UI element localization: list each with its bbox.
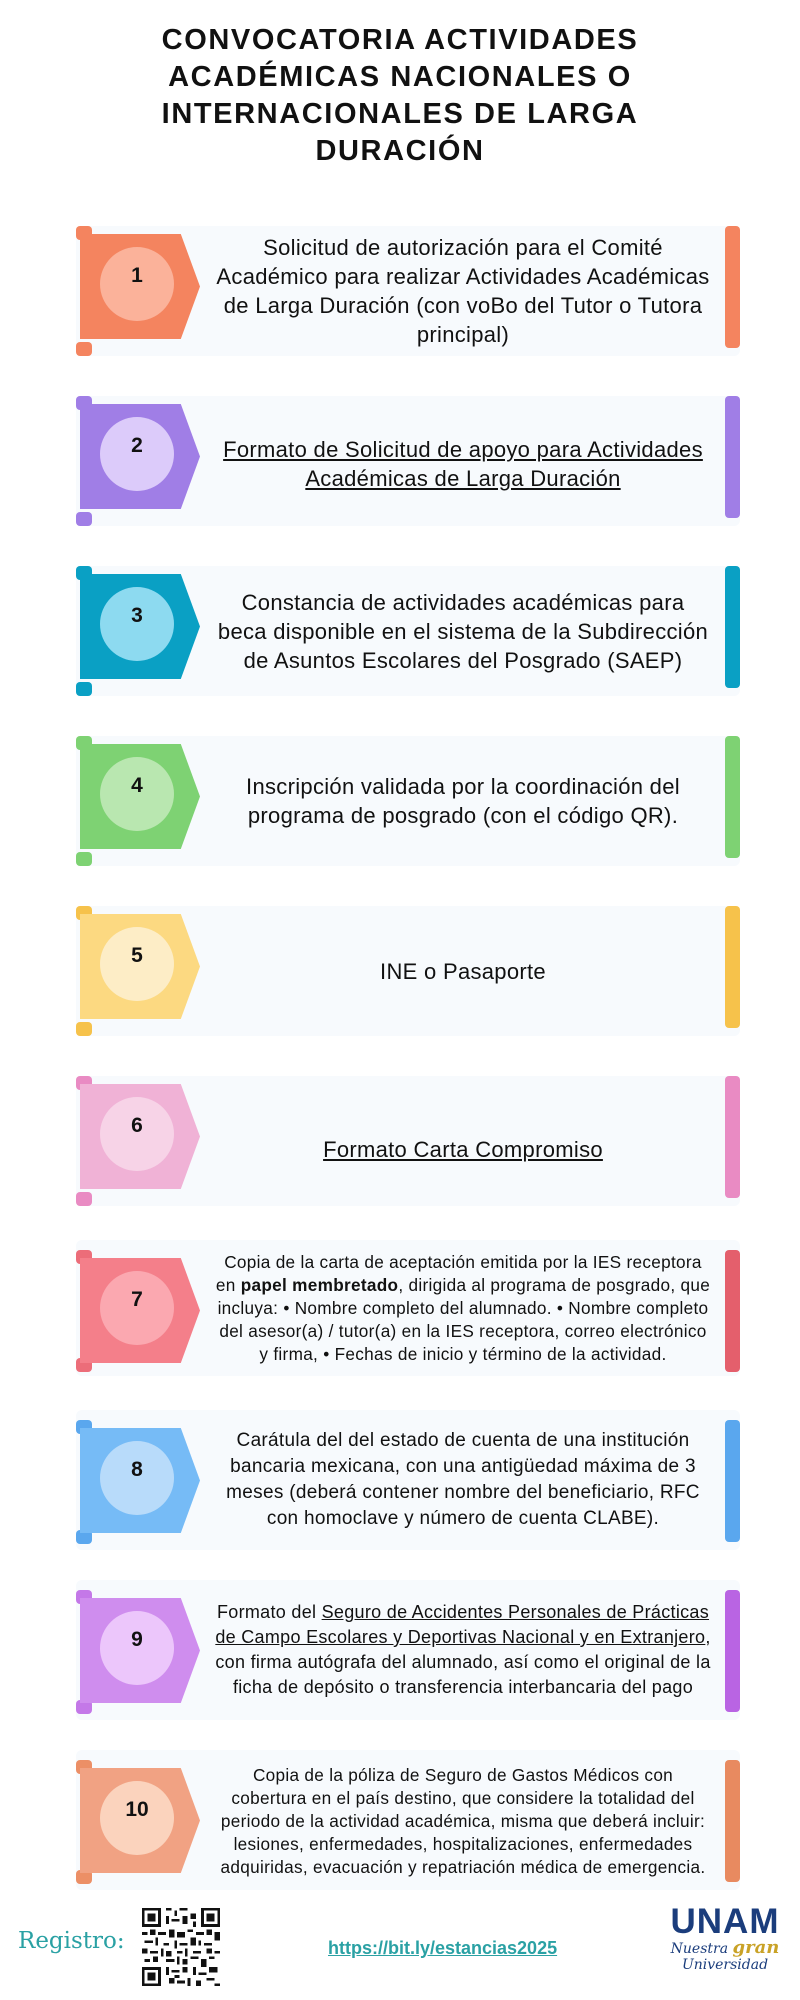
step-number-badge: 1 (100, 247, 174, 321)
requirement-text: Copia de la póliza de Seguro de Gastos Médicos con cobertura en el país destino, que considere la totalidad del periodo de la actividad académica, misma que deberá incluir: lesiones, enfermedades, hospitalizaciones, enfermedades adquiridas, evacuación y repatriación médica de emergencia. (220, 1764, 706, 1877)
step-number-badge: 9 (100, 1611, 174, 1685)
requirement-text: Constancia de actividades académicas para beca disponible en el sistema de la Subdirección de Asuntos Escolares del Posgrado (SAEP) (217, 589, 709, 673)
requirement-text: Carátula del del estado de cuenta de una institución bancaria mexicana, con una antigüedad máxima de 3 meses (deberá contener nombre del beneficiario, RFC con homoclave y número de cuenta CLABE). (226, 1430, 700, 1529)
step-number-badge: 6 (100, 1097, 174, 1171)
step-number-badge: 10 (100, 1781, 174, 1855)
requirement-card-3 (76, 566, 740, 696)
step-number-badge: 4 (100, 757, 174, 831)
requirement-text: INE o Pasaporte (380, 958, 546, 984)
requirement-card-7 (76, 1240, 740, 1376)
qr-code-icon[interactable] (142, 1908, 220, 1986)
step-number-badge: 2 (100, 417, 174, 491)
step-number-badge: 8 (100, 1441, 174, 1515)
step-number-badge: 5 (100, 927, 174, 1001)
requirement-text: Inscripción validada por la coordinación del programa de posgrado (con el código QR). (246, 774, 680, 828)
registro-label: Registro: (18, 1928, 125, 1954)
step-number-badge: 7 (100, 1271, 174, 1345)
page-title: CONVOCATORIA ACTIVIDADES ACADÉMICAS NACIONALES O INTERNACIONALES DE LARGA DURACIÓN (161, 24, 639, 167)
requirement-card-8 (76, 1410, 740, 1550)
unam-logo: UNAM Nuestra gran Universidad (670, 1902, 780, 1973)
requirement-text: Copia de la carta de aceptación emitida por la IES receptora en papel membretado, dirigida al programa de posgrado, que incluya: • Nombre completo del alumnado. • Nombre completo del asesor(a) / tutor(a) en la IES receptora, correo electrónico y firma, • Fechas de inicio y término de la actividad. (215, 1251, 711, 1364)
carta-compromiso-link[interactable]: Formato Carta Compromiso (323, 1136, 603, 1162)
registration-link[interactable]: https://bit.ly/estancias2025 (328, 1938, 558, 1958)
step-number-badge: 3 (100, 587, 174, 661)
seguro-accidentes-link[interactable]: Seguro de Accidentes Personales de Prácticas de Campo Escolares y Deportivas Nacional y en Extranjero (215, 1602, 710, 1647)
requirement-text: Formato del Seguro de Accidentes Personales de Prácticas de Campo Escolares y Deportivas Nacional y en Extranjero, con firma autógrafa del alumnado, así como el original de la ficha de depósito o transferencia interbancaria del pago (215, 1602, 711, 1697)
requirement-card-10 (76, 1750, 740, 1890)
requirement-card-5 (76, 906, 740, 1036)
solicitud-apoyo-link[interactable]: Formato de Solicitud de apoyo para Actividades Académicas de Larga Duración (223, 437, 703, 491)
requirement-card-4 (76, 736, 740, 866)
requirement-card-1 (76, 226, 740, 356)
requirement-card-6 (76, 1076, 740, 1206)
requirement-card-2 (76, 396, 740, 526)
requirement-card-9 (76, 1580, 740, 1720)
requirement-text: Solicitud de autorización para el Comité Académico para realizar Actividades Académicas de Larga Duración (con voBo del Tutor o Tutora principal) (216, 235, 710, 347)
